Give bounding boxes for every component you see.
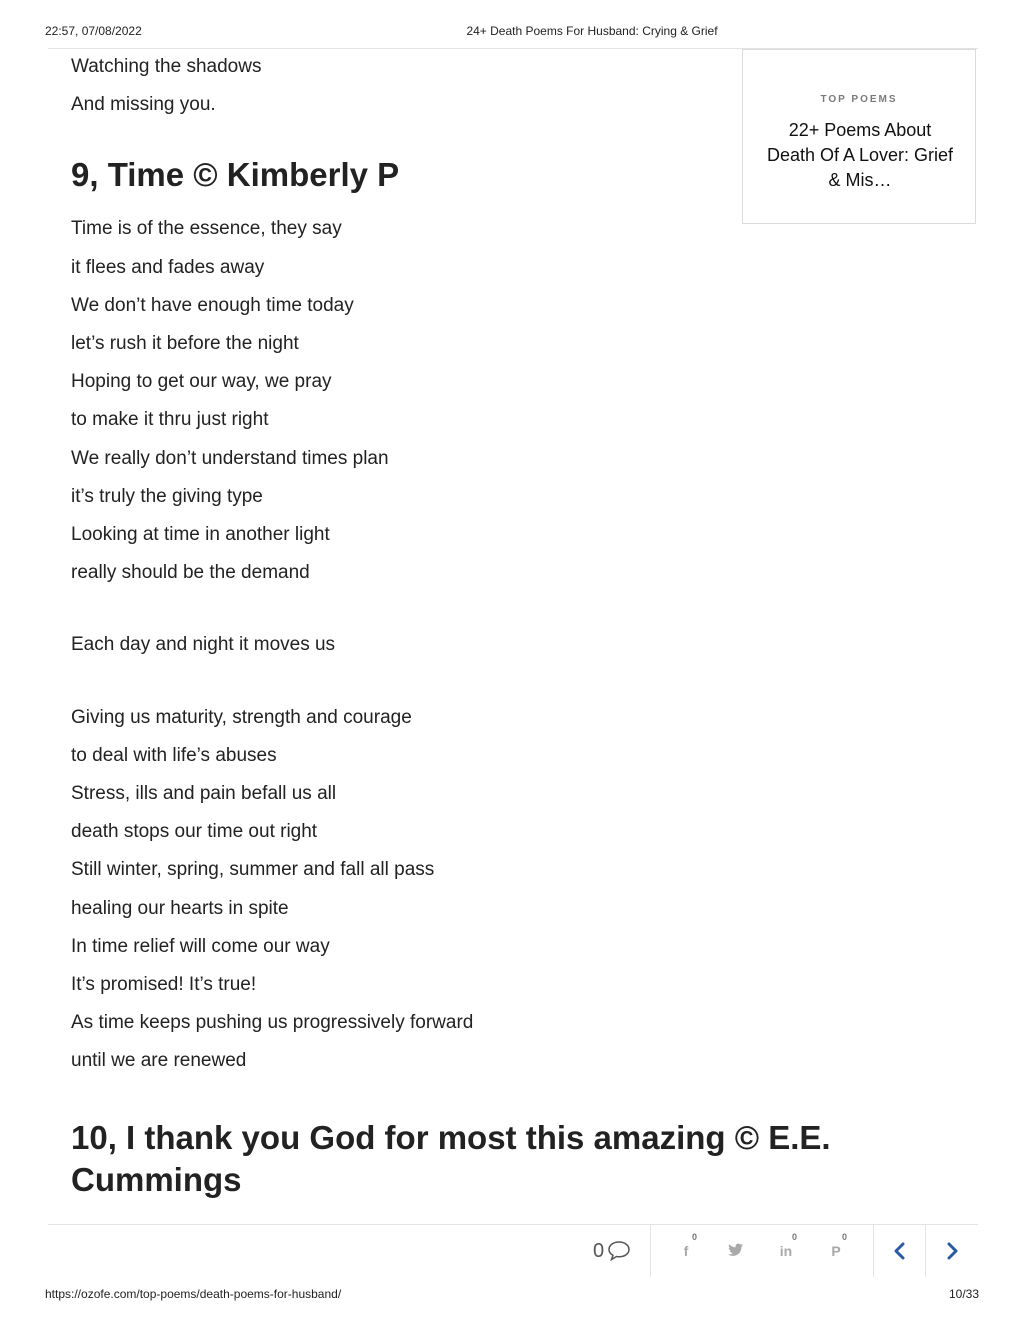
article-body <box>71 48 871 1224</box>
poem-line: it’s truly the giving type <box>71 485 263 507</box>
print-footer <box>0 1287 1024 1303</box>
top-poem-link[interactable]: 22+ Poems About Death Of A Lover: Grief & Mis… <box>766 120 954 190</box>
top-poems-widget <box>742 49 976 224</box>
poem-line: until we are renewed <box>71 1050 247 1072</box>
poem-stanza <box>71 699 871 1081</box>
page-url: https://ozofe.com/top-poems/death-poems-for-husband/ <box>45 1287 342 1301</box>
twitter-share-button[interactable] <box>726 1238 756 1264</box>
share-count: 0 <box>842 1232 848 1242</box>
share-count: 0 <box>692 1232 698 1242</box>
bar-divider <box>650 1224 651 1277</box>
page-number: 10/33 <box>948 1287 979 1301</box>
poem-line: healing our hearts in spite <box>71 897 289 919</box>
poem-heading: 9, Time © Kimberly P <box>71 156 400 194</box>
share-bar <box>48 1224 978 1277</box>
poem-line: to deal with life’s abuses <box>71 744 277 766</box>
poem-line: Time is of the essence, they say <box>71 218 342 240</box>
twitter-icon <box>728 1243 744 1257</box>
poem-line: to make it thru just right <box>71 409 269 431</box>
poem-line: Still winter, spring, summer and fall all pass <box>71 859 435 881</box>
facebook-share-button[interactable] <box>676 1232 706 1264</box>
print-datetime: 22:57, 07/08/2022 <box>45 24 142 38</box>
chevron-right-icon <box>939 1238 965 1264</box>
poem-line: Looking at time in another light <box>71 524 330 546</box>
poem-line: really should be the demand <box>71 562 310 584</box>
linkedin-icon: in <box>779 1243 793 1259</box>
poem-stanza <box>71 210 871 592</box>
poem-line: We really don’t understand times plan <box>71 447 389 469</box>
bar-divider <box>925 1224 926 1277</box>
comment-count: 0 <box>593 1239 605 1262</box>
top-poems-label: TOP POEMS <box>820 94 898 105</box>
chevron-left-icon <box>887 1238 913 1264</box>
poem-line: Each day and night it moves us <box>71 634 336 656</box>
comments-button[interactable] <box>593 1238 631 1264</box>
poem-line: let’s rush it before the night <box>71 333 299 355</box>
poem-line: Watching the shadows <box>71 56 262 77</box>
next-post-button[interactable] <box>939 1238 965 1264</box>
pinterest-share-button[interactable] <box>826 1232 856 1264</box>
poem-line: And missing you. <box>71 94 216 116</box>
linkedin-share-button[interactable] <box>776 1232 806 1264</box>
print-header <box>0 24 1024 40</box>
poem-line: death stops our time out right <box>71 821 318 843</box>
poem-line: In time relief will come our way <box>71 935 330 957</box>
poem-line: We don’t have enough time today <box>71 294 354 316</box>
bar-divider <box>873 1224 874 1277</box>
poem-line: It’s promised! It’s true! <box>71 974 257 996</box>
poem-heading: 10, I thank you God for most this amazing © E.E. Cummings <box>71 1118 831 1198</box>
poem-stanza <box>71 626 871 664</box>
print-document-title: 24+ Death Poems For Husband: Crying & Grief <box>466 24 718 38</box>
poem-line: Giving us maturity, strength and courage <box>71 706 412 728</box>
poem-line: As time keeps pushing us progressively forward <box>71 1012 474 1034</box>
poem-line: Stress, ills and pain befall us all <box>71 783 337 805</box>
poem-line: it flees and fades away <box>71 256 265 278</box>
pinterest-icon: P <box>831 1243 841 1259</box>
speech-bubble-icon <box>607 1240 631 1262</box>
share-count: 0 <box>792 1232 798 1242</box>
previous-post-button[interactable] <box>887 1238 913 1264</box>
stanza-break <box>71 592 871 626</box>
stanza-break <box>71 665 871 699</box>
facebook-icon: f <box>683 1243 689 1259</box>
poem-line: Hoping to get our way, we pray <box>71 371 332 393</box>
